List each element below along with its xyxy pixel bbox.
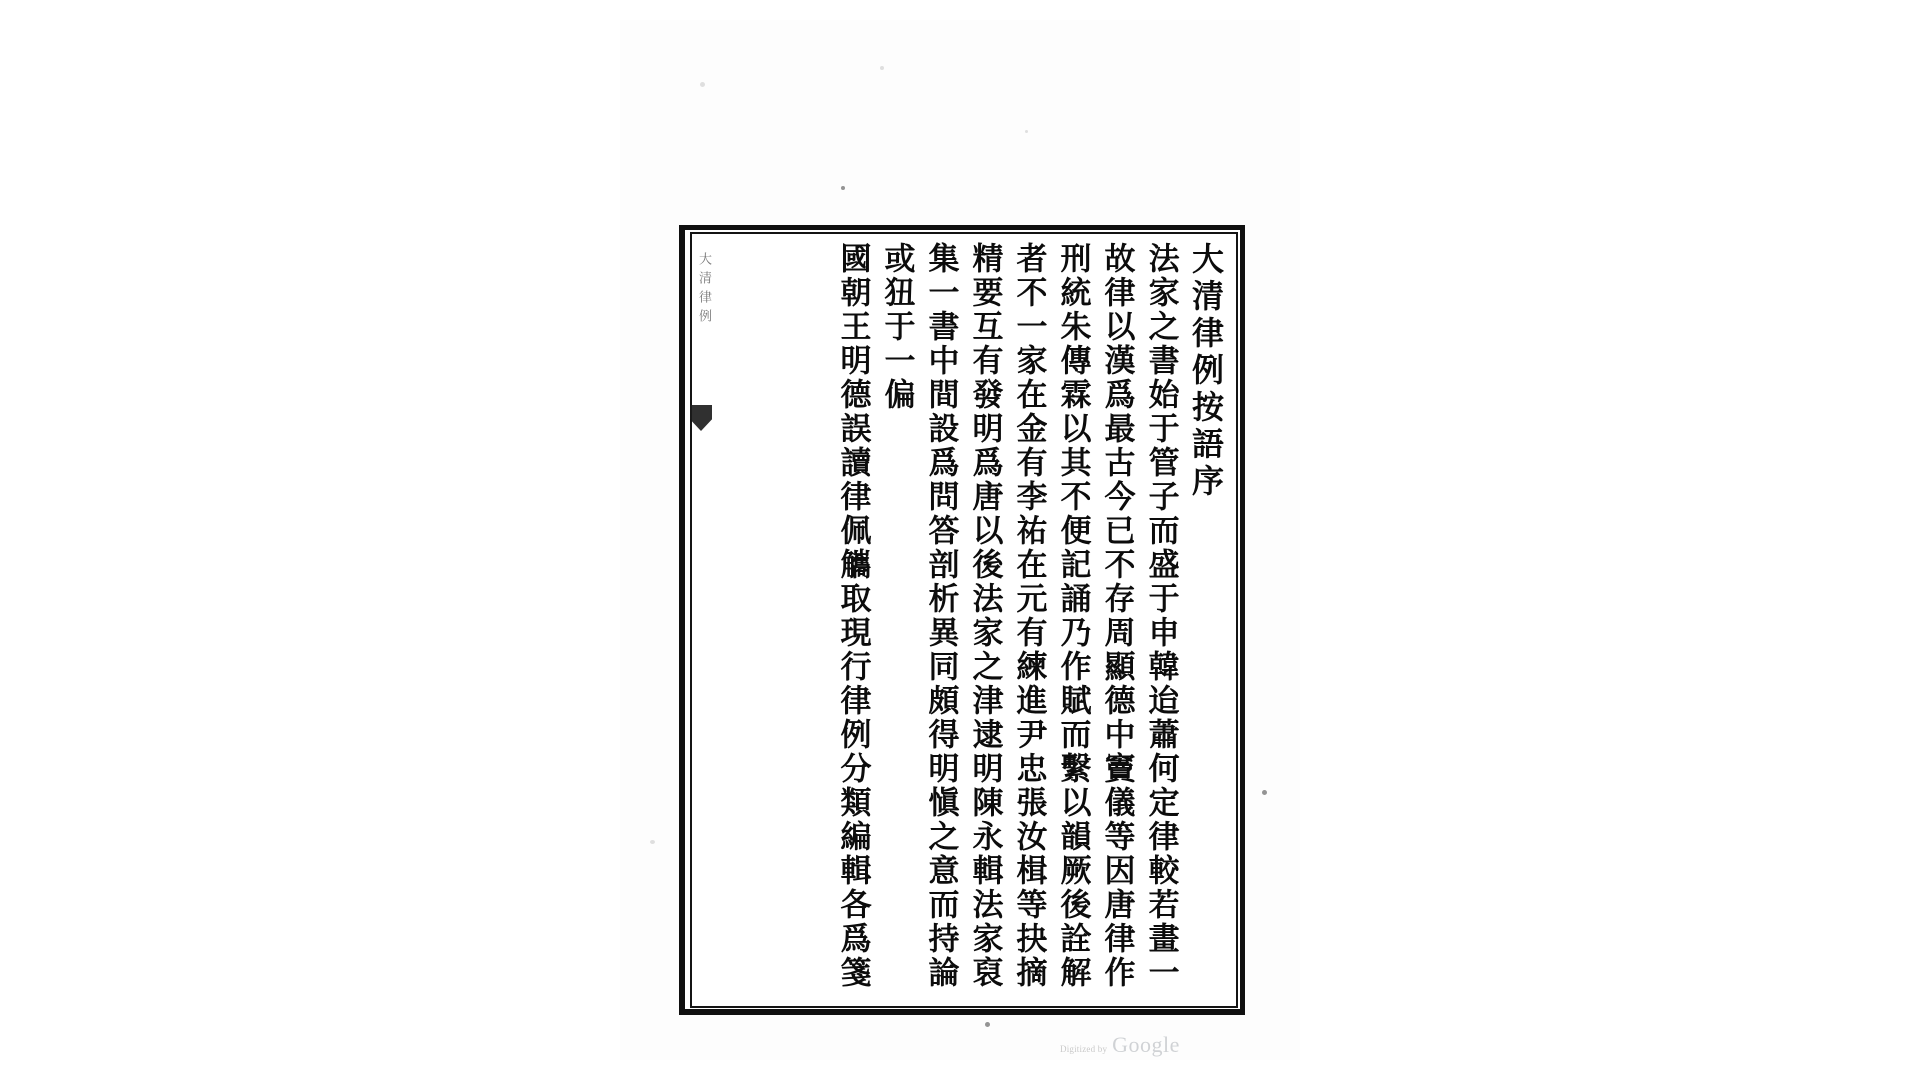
ink-speck — [1262, 790, 1267, 795]
text-column: 集一書中間設爲問答剖析異同頗得明愼之意而持論 — [922, 242, 959, 990]
google-watermark — [1060, 1032, 1180, 1058]
watermark-brand: Google — [1112, 1032, 1180, 1057]
text-column: 精要互有發明爲唐以後法家之津逮明陳永輯法家裒 — [966, 242, 1003, 990]
page-title: 大清律例按語序 — [1187, 242, 1225, 501]
text-column: 故律以漢爲最古今已不存周顯德中竇儀等因唐律作 — [1098, 242, 1135, 990]
text-column: 刑統朱傳霖以其不便記誦乃作賦而繫以韻厥後詮解 — [1054, 242, 1091, 990]
text-column: 或狃于一偏 — [878, 242, 915, 412]
text-column: 法家之書始于管子而盛于申韓迨蕭何定律較若畫一 — [1142, 242, 1179, 990]
vertical-text-block — [700, 236, 1228, 1004]
ink-speck — [985, 1022, 990, 1027]
fold-header-mark: 大清律例 — [696, 252, 711, 328]
text-column: 者不一家在金有李祐在元有練進尹忠張汝楫等抉摘 — [1010, 242, 1047, 990]
watermark-label: Digitized by — [1060, 1044, 1108, 1054]
text-column: 國朝王明德誤讀律佩觿取現行律例分類編輯各爲箋 — [834, 242, 871, 990]
ink-speck — [841, 186, 845, 190]
